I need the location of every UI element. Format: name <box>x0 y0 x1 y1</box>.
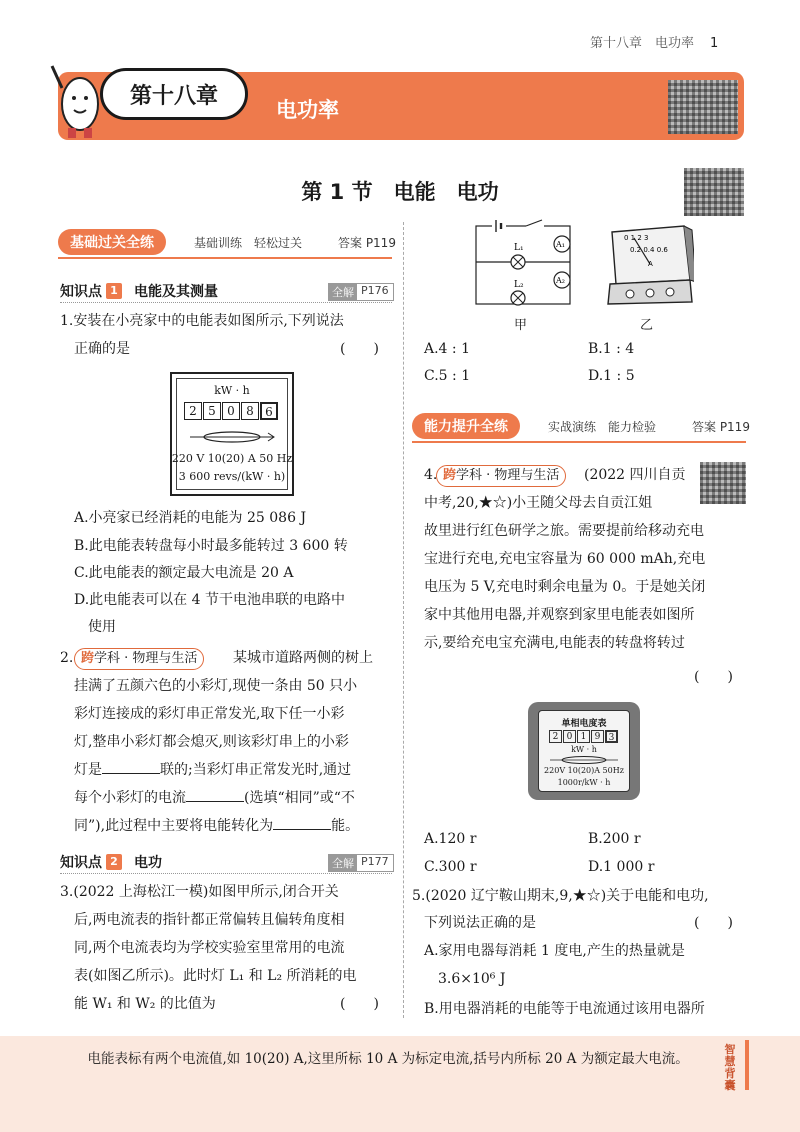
q4-line-5: 电压为 5 V,充电时剩余电量为 0。于是她关闭 <box>424 579 706 595</box>
full-solution-label: 全解 <box>329 284 357 300</box>
page-number: 1 <box>710 36 719 51</box>
meter-digit: 1 <box>577 730 590 743</box>
meter-disc-icon <box>548 755 620 765</box>
q4-line-1: (2022 四川自贡 <box>584 467 686 483</box>
q3-answer-paren[interactable]: ( ) <box>340 996 379 1012</box>
full-solution-ref[interactable] <box>328 283 394 301</box>
q2-line-6 <box>74 785 355 812</box>
q5-line-1: 5.(2020 辽宁鞍山期末,9,★☆)关于电能和电功, <box>412 888 709 904</box>
ability-practice-answer-ref: 答案 P119 <box>692 420 750 434</box>
q5-option-a[interactable]: A.家用电器每消耗 1 度电,产生的热量就是 <box>424 943 685 959</box>
q2-text: 能。 <box>331 818 360 834</box>
q2-line-4: 灯,整串小彩灯都会熄灭,则该彩灯串上的小彩 <box>74 734 349 750</box>
q4-line-3: 故里进行红色研学之旅。需要提前给移动充电 <box>424 523 704 539</box>
kp-number: 1 <box>106 283 122 299</box>
meter-digit: 8 <box>241 402 259 420</box>
ability-practice-label: 能力提升全练 <box>412 413 520 439</box>
q3-line-4: 表(如图乙所示)。此时灯 L₁ 和 L₂ 所消耗的电 <box>74 968 357 984</box>
meter-digit: 5 <box>203 402 221 420</box>
meter-digit: 3 <box>605 730 618 743</box>
meter-unit: kW · h <box>571 745 597 754</box>
figure-label-b: 乙 <box>640 318 654 333</box>
q4-option-d[interactable]: D.1 000 r <box>588 859 655 875</box>
meter-title: 单相电度表 <box>561 719 607 729</box>
section-underline <box>58 257 392 259</box>
q3-line-1: 3.(2022 上海松江一模)如图甲所示,闭合开关 <box>60 884 339 900</box>
q4-line-2: 中考,20,★☆)小王随父母去自贡江姐 <box>424 495 653 511</box>
circuit-label-l1: L₁ <box>514 243 524 253</box>
tip-accent-bar <box>745 1040 749 1090</box>
q5-line-2: 下列说法正确的是 <box>424 915 536 931</box>
q2-text: 联的;当彩灯串正常发光时,通过 <box>160 762 352 778</box>
meter-disc-icon <box>186 428 278 446</box>
circuit-diagram <box>470 218 576 310</box>
q2-text: 每个小彩灯的电流 <box>74 790 186 806</box>
circuit-label-a2: A₂ <box>556 276 565 285</box>
meter-digit: 2 <box>549 730 562 743</box>
q2-line-7 <box>74 813 359 840</box>
q5-answer-paren[interactable]: ( ) <box>694 915 733 931</box>
q4-line-6: 家中其他用电器,并观察到家里电能表如图所 <box>424 607 695 623</box>
q3-line-5: 能 W₁ 和 W₂ 的比值为 <box>74 996 216 1012</box>
tag-prefix: 跨 <box>81 651 95 666</box>
q2-line-3: 彩灯连接成的彩灯串正常发光,取下任一小彩 <box>74 706 345 722</box>
q4-option-b[interactable]: B.200 r <box>588 831 641 847</box>
ammeter-scale: 0.2 0.4 0.6 <box>630 246 668 254</box>
full-solution-page: P176 <box>361 284 389 297</box>
ability-practice-subtitle: 实战演练 能力检验 <box>548 420 657 434</box>
q1-answer-paren[interactable]: ( ) <box>340 341 379 357</box>
running-header-chapter: 第十八章 电功率 <box>590 36 695 51</box>
q4-option-a[interactable]: A.120 r <box>424 831 477 847</box>
dotted-rule <box>60 302 392 303</box>
kp-title: 电功 <box>134 855 162 871</box>
q4-option-c[interactable]: C.300 r <box>424 859 477 875</box>
q1-option-b[interactable]: B.此电能表转盘每小时最多能转过 3 600 转 <box>74 538 348 554</box>
full-solution-page: P177 <box>361 855 389 868</box>
full-solution-label: 全解 <box>329 855 357 871</box>
tag-prefix: 跨 <box>443 468 457 483</box>
q2-text: 同”),此过程中主要将电能转化为 <box>74 818 274 834</box>
full-solution-ref[interactable] <box>328 854 394 872</box>
qr-code-icon[interactable] <box>700 462 746 504</box>
q3-line-2: 后,两电流表的指针都正常偏转且偏转角度相 <box>74 912 345 928</box>
q2-blank-1[interactable] <box>102 760 160 774</box>
q3-option-c[interactable]: C.5 : 1 <box>424 368 471 384</box>
dotted-rule <box>60 873 392 874</box>
meter-digit: 0 <box>222 402 240 420</box>
q1-stem-line-1: 1.安装在小亮家中的电能表如图所示,下列说法 <box>60 313 344 329</box>
q4-number: 4. <box>424 467 438 483</box>
figure-label-a: 甲 <box>514 318 528 333</box>
q2-text: 灯是 <box>74 762 102 778</box>
basic-practice-label: 基础过关全练 <box>58 229 166 255</box>
meter-spec-line-2: 1000r/kW · h <box>557 778 611 787</box>
qr-code-icon[interactable] <box>684 168 744 216</box>
tip-text: 电能表标有两个电流值,如 10(20) A,这里所标 10 A 为标定电流,括号内所标 20 A 为额定最大电流。 <box>87 1051 689 1067</box>
basic-practice-answer-ref: 答案 P119 <box>338 236 396 250</box>
section-title: 第 1 节 电能 电功 <box>301 180 499 204</box>
tag-text: 学科 · 物理与生活 <box>456 468 560 483</box>
q3-option-a[interactable]: A.4 : 1 <box>424 341 470 357</box>
q4-answer-paren[interactable]: ( ) <box>694 669 733 685</box>
column-divider <box>403 222 404 1018</box>
chapter-label: 第十八章 <box>100 68 248 120</box>
cross-discipline-tag <box>436 465 566 487</box>
meter-unit: kW · h <box>214 384 250 397</box>
meter-spec-line-1: 220V 10(20)A 50Hz <box>544 766 624 775</box>
q4-line-7: 示,要给充电宝充满电,电能表的转盘将转过 <box>424 635 685 651</box>
q5-option-b[interactable]: B.用电器消耗的电能等于电流通过该用电器所 <box>424 1001 705 1017</box>
knowledge-point-1 <box>60 281 218 301</box>
q4-line-4: 宝进行充电,充电宝容量为 60 000 mAh,充电 <box>424 551 706 567</box>
q1-option-d[interactable]: D.此电能表可以在 4 节干电池串联的电路中 <box>74 592 345 608</box>
basic-practice-subtitle: 基础训练 轻松过关 <box>194 236 303 250</box>
qr-code-icon[interactable] <box>668 80 738 134</box>
ammeter-top-scale: 0 1 2 3 <box>624 234 649 242</box>
q1-option-c[interactable]: C.此电能表的额定最大电流是 20 A <box>74 565 294 581</box>
q1-option-a[interactable]: A.小亮家已经消耗的电能为 25 086 J <box>74 510 307 526</box>
kp-number: 2 <box>106 854 122 870</box>
q2-number: 2. <box>60 650 74 666</box>
meter-digit: 6 <box>260 402 278 420</box>
q3-line-3: 同,两个电流表均为学校实验室里常用的电流 <box>74 940 345 956</box>
q2-blank-2[interactable] <box>186 788 244 802</box>
meter-digit: 2 <box>184 402 202 420</box>
kp-prefix: 知识点 <box>60 855 102 871</box>
meter-spec-line-2: 3 600 revs/(kW · h) <box>178 470 286 483</box>
q2-blank-3[interactable] <box>273 816 331 830</box>
ammeter-figure <box>604 222 694 308</box>
q3-option-d[interactable]: D.1 : 5 <box>588 368 635 384</box>
tip-label: 智慧背囊 <box>724 1043 736 1092</box>
ammeter-unit: A <box>648 260 653 268</box>
circuit-label-l2: L₂ <box>514 280 524 290</box>
meter-digit: 9 <box>591 730 604 743</box>
running-header <box>590 32 718 51</box>
kp-title: 电能及其测量 <box>134 284 218 300</box>
q2-line-2: 挂满了五颜六色的小彩灯,现使一条由 50 只小 <box>74 678 358 694</box>
kp-prefix: 知识点 <box>60 284 102 300</box>
cross-discipline-tag <box>74 648 204 670</box>
meter-spec-line-1: 220 V 10(20) A 50 Hz <box>171 452 293 465</box>
meter-digit: 0 <box>563 730 576 743</box>
q1-stem-line-2: 正确的是 <box>74 341 130 357</box>
mascot-icon <box>48 58 108 142</box>
q2-line-1: 某城市道路两侧的树上 <box>233 650 373 666</box>
q5-option-a-cont: 3.6×10⁶ J <box>438 971 506 987</box>
q2-line-5 <box>74 757 351 784</box>
knowledge-point-2 <box>60 852 162 872</box>
meter-digits <box>184 402 279 420</box>
section-underline <box>412 441 746 443</box>
circuit-label-a1: A₁ <box>556 240 565 249</box>
q2-text: (选填“相同”或“不 <box>244 790 355 806</box>
tag-text: 学科 · 物理与生活 <box>94 651 198 666</box>
q3-option-b[interactable]: B.1 : 4 <box>588 341 635 357</box>
chapter-title: 电功率 <box>276 98 339 122</box>
q1-option-d-cont: 使用 <box>88 619 116 635</box>
meter-digits <box>549 730 619 743</box>
